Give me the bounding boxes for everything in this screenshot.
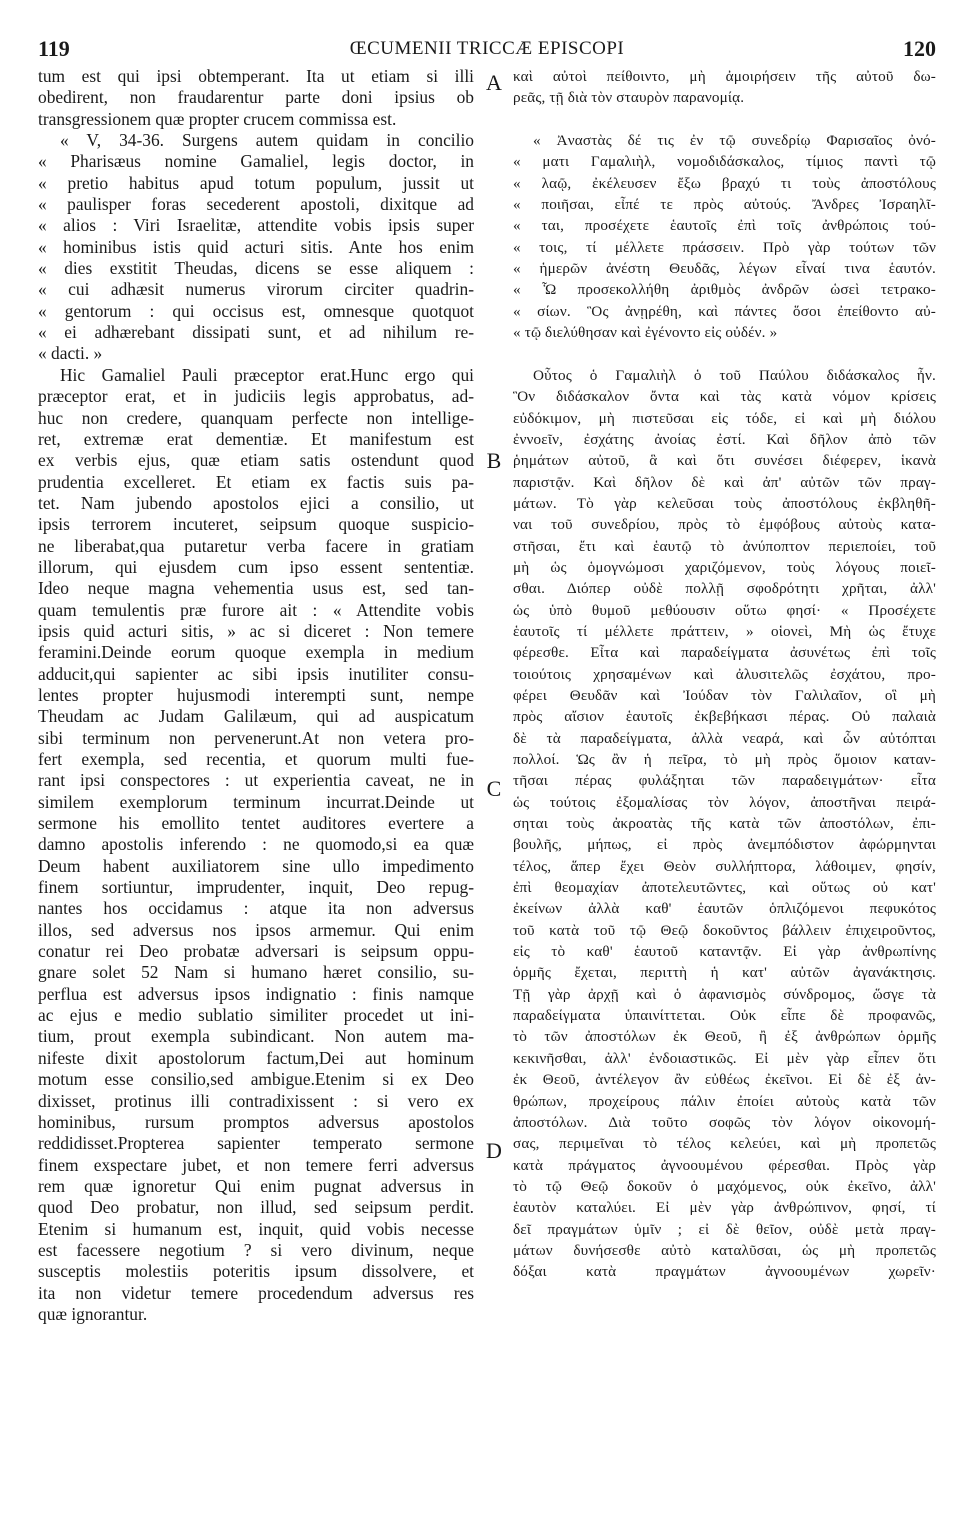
margin-letter-d: D xyxy=(486,1138,502,1163)
greek-text-line: εἰς τὸ καθ' ἑαυτοῦ καταντᾷν. Εἰ γὰρ ἀνθρωπίνης xyxy=(513,943,936,961)
greek-text-line: « τοις, τί μέλλετε πράσσειν. Πρὸ γὰρ τούτων τῶν xyxy=(513,238,936,256)
margin-letter-a: A xyxy=(486,70,502,95)
greek-text-line: στῆσαι, ἔτι καὶ ἑαυτῷ τὸ ἀνύποπτον περιεποίει, τοῦ xyxy=(513,537,936,555)
latin-text-line: ita non videtur temere procedendum adversus res xyxy=(38,1282,474,1303)
greek-text-line: « Ὧ προσεκολλήθη ἀριθμὸς ἀνδρῶν ὡσεὶ τετρακο- xyxy=(513,281,936,299)
latin-text-line: « V, 34-36. Surgens autem quidam in concilio xyxy=(60,130,474,151)
latin-text-line: ipsis terrorem incuteret, seipsum quoque suspicio- xyxy=(38,514,474,535)
latin-text-line: « Pharisæus nomine Gamaliel, legis doctor, in xyxy=(38,151,474,172)
greek-text-line: τῆσαι πέρας φυλάξηται τῶν παραδειγμάτων· εἶτα xyxy=(513,772,936,790)
latin-text-line: quod Deo probatur, non illud, sed seipsum perdit. xyxy=(38,1197,474,1218)
greek-text-line: μάτων δυνήσεσθε αὐτὸ καταλῦσαι, ὡς μὴ προπετῶς xyxy=(513,1241,936,1259)
greek-text-line: τοῦ κατὰ τοῦ τῷ Θεῷ δοκοῦντος βάλλειν ἐπιχειροῦντος, xyxy=(513,921,936,939)
latin-column xyxy=(38,66,474,1325)
latin-text-line: gnare solet 52 Nam si humano hæret consilio, su- xyxy=(38,962,474,983)
greek-text-line: παριστᾷν. Καὶ δῆλον δὲ καὶ ἀπ' αὐτῶν τῶν πραγ- xyxy=(513,473,936,491)
latin-text-line: illorum, qui ejusdem cum ipso essent sententiæ. xyxy=(38,556,474,577)
greek-text-line: τοιούτοις χρησαμένων καὶ ἀλυσιτελῶς ἐσχάτου, προ- xyxy=(513,665,936,683)
latin-text-line: Deum habent auxiliatorem sine ullo impedimento xyxy=(38,855,474,876)
latin-text-line: « dies exstitit Theudas, dicens se esse aliquem : xyxy=(38,258,474,279)
greek-text-line: καὶ αὐτοὶ πείθοιντο, μὴ ἀμοιρήσειν τῆς αὐτοῦ δω- xyxy=(513,68,936,85)
latin-text-line: feramini.Deinde eorum quoque exempla in medium xyxy=(38,642,474,663)
latin-text-line: est facessere negotium ? si vero divinum, neque xyxy=(38,1239,474,1260)
greek-text-line: « ται, προσέχετε ἑαυτοῖς ἐπὶ τοῖς ἀνθρώποις τού- xyxy=(513,217,936,235)
latin-text-line: « pretio habitus apud totum populum, jussit ut xyxy=(38,172,474,193)
latin-text-line: similem exemplorum terminum incurrat.Deinde ut xyxy=(38,791,474,812)
latin-text-line: hominibus, rursum promptos adversus apostolos xyxy=(38,1111,474,1132)
greek-text-line: θρώπων, προχείρους πάλιν ἐποίει αὐτοὺς κατὰ τῶν xyxy=(513,1092,936,1110)
greek-text-line: δεῖ πραγμάτων ὑμῖν ; εἰ δὲ θεῖον, οὐδὲ μετὰ πραγ- xyxy=(513,1220,936,1238)
page-header xyxy=(38,36,936,62)
latin-text-line: tium, prout exempla subindicant. Non autem ma- xyxy=(38,1026,474,1047)
latin-text-line: ex verbis ejus, quæ etiam satis ostendunt quod xyxy=(38,450,474,471)
latin-text-line: Hic Gamaliel Pauli præceptor erat.Hunc ergo qui xyxy=(60,364,474,385)
latin-text-line: sibi terminum non pervenerunt.At non vetera pro- xyxy=(38,727,474,748)
latin-text-line: tum est qui ipsi obtemperant. Ita ut etiam si illi xyxy=(38,66,474,86)
latin-text-line: motum esse consilio,sed ambigue.Etenim si ex Deo xyxy=(38,1069,474,1090)
paragraph-gap xyxy=(513,109,936,130)
greek-text-line: τέλος, ἅπερ ἔχει Θεὸν συλλήπτορα, λάθοιμεν, φησίν, xyxy=(513,857,936,875)
greek-text-line: ῥημάτων αὐτοῦ, ἃ καὶ ὅτι συνέσει διέφερεν, ἱκανὰ xyxy=(513,452,936,470)
latin-text-line: rant ipsi conspectores : ut experientia caveat, ne in xyxy=(38,770,474,791)
greek-column xyxy=(513,66,936,1283)
greek-text-line: παραδείγματα ὑπαινίττεται. Οὐκ εἶπε δὲ προφανῶς, xyxy=(513,1007,936,1025)
greek-text-line: ἐπὶ θεομαχίαν ἀποτελευτῶντες, καὶ οὕτως οὐ κατ' xyxy=(513,879,936,897)
greek-text-line: Τῇ γὰρ ἀρχῇ καὶ ὁ ἀφανισμὸς σύνδρομος, ὥσγε τὰ xyxy=(513,985,936,1003)
greek-text-line: ὁρμῆς ἔχεται, περιττὴ ἡ κατ' αὐτῶν ἀγανάκτησις. xyxy=(513,964,936,982)
greek-text-line: σας, περιμεῖναι τὸ τέλος κελεύει, καὶ μὴ προπετῶς xyxy=(513,1135,936,1153)
latin-text-line: perflua est adversus ipsos indignatio : finis namque xyxy=(38,983,474,1004)
latin-text-line: « alios : Viri Israelitæ, attendite vobis ipsis super xyxy=(38,215,474,236)
greek-text-line: « ποιῆσαι, εἶπέ τε πρὸς αὐτούς. Ἄνδρες Ἰσραηλῖ- xyxy=(513,196,936,214)
latin-text-line: ret, extremæ erat dementiæ. Et manifestum est xyxy=(38,428,474,449)
latin-text-line: finem sortiuntur, imprudenter, inquit, Deo repug- xyxy=(38,877,474,898)
greek-text-line: Ὃν διδάσκαλον ὄντα καὶ τὰς κατὰ νόμον κρίσεις xyxy=(513,388,936,406)
latin-text-line: ac ejus e medio sublatio similiter procedet ut ini- xyxy=(38,1005,474,1026)
latin-text-line: « dacti. » xyxy=(38,343,103,364)
latin-text-line: nifeste dixit apostolorum factum,Dei aut hominum xyxy=(38,1047,474,1068)
greek-text-line: τὸ τῷ Θεῷ δοκοῦν ὁ μαχόμενος, οὐκ ἐκεῖνο, ἀλλ' xyxy=(513,1177,936,1195)
latin-text-line: damno apostolis inferendo : ne quomodo,si ea quæ xyxy=(38,834,474,855)
paragraph-gap xyxy=(513,343,936,364)
greek-text-line: κεκινῆσθαι, ἀλλ' ἐνδοιαστικῶς. Εἰ μὲν γὰρ εἶπεν ὅτι xyxy=(513,1049,936,1067)
greek-text-line: σθαι. Διόπερ οὐδὲ πολλῇ σφοδρότητι χρῆται, ἀλλ' xyxy=(513,580,936,598)
greek-text-line: τὸ τῶν ἀποστόλων ἐκ Θεοῦ, ἢ ἐξ ἀνθρώπων ὁρμῆς xyxy=(513,1028,936,1046)
latin-text-line: ne liberabat,qua putaretur verba facere in gratiam xyxy=(38,535,474,556)
latin-text-line: Theudam ac Judam Galilæum, qui ad auspicatum xyxy=(38,706,474,727)
greek-text-line: ἀποστόλων. Διὰ τοῦτο σοφῶς τὸν λόγον οἰκονομή- xyxy=(513,1113,936,1131)
greek-text-line: πολλοί. Ὡς ἂν ἡ πεῖρα, τὸ μὴ πρὸς ὅμοιον καταν- xyxy=(513,751,936,768)
latin-text-line: Etenim si humanum est, inquit, quid vobis necesse xyxy=(38,1218,474,1239)
greek-text-line: εὐδόκιμον, μὴ πιστεῦσαι εἰς τόδε, εἰ καὶ μὴ διόλου xyxy=(513,409,936,427)
latin-text-line: illos, sed adversus nos ipsos armemur. Qui enim xyxy=(38,919,474,940)
greek-text-line: ὡς ὑπὸ θυμοῦ μεθύουσιν οὕτω φησί· « Προσέχετε xyxy=(513,601,936,619)
latin-text-line: ipsis quid acturi sitis, » ac si diceret : Non temere xyxy=(38,620,474,641)
latin-text-line: « gentorum : qui occisus est, omnesque quotquot xyxy=(38,300,474,321)
latin-text-line: lentes propter hujusmodi interempti sunt, nempe xyxy=(38,684,474,705)
latin-text-line: transgressionem quæ propter crucem commissa est. xyxy=(38,108,397,129)
greek-text-line: ἐκ Θεοῦ, ἀντέλεγον ἂν εὐθέως ἐκεῖνοι. Εἰ δὲ ἐξ ἀν- xyxy=(513,1071,936,1089)
greek-text-line: δὲ τὰ παραδείγματα, ἀλλὰ νεαρά, καὶ ὧν αὐτόπται xyxy=(513,729,936,747)
page-number-left: 119 xyxy=(38,36,70,61)
greek-text-line: ρεᾶς, τῇ διὰ τὸν σταυρὸν παρανομίᾳ. xyxy=(513,89,745,107)
latin-text-line: finem exspectare jubet, et non temere ferri adversus xyxy=(38,1154,474,1175)
latin-text-line: nantes hos occidamus : atque ita non adversus xyxy=(38,898,474,919)
latin-text-line: sermone his emollito tentet auditores evertere a xyxy=(38,813,474,834)
latin-text-line: tet. Nam jubendo apostolos ejici a consilio, ut xyxy=(38,492,474,513)
greek-text-line: « ματι Γαμαλιὴλ, νομοδιδάσκαλος, τίμιος παντὶ τῷ xyxy=(513,153,936,171)
greek-text-line: ἑαυτοῖς τί μέλλετε πράττειν, » οἱονεὶ, Μὴ ὡς ἔτυχε xyxy=(513,622,936,640)
running-title: ŒCUMENII TRICCÆ EPISCOPI xyxy=(349,38,625,59)
greek-text-line: Οὗτος ὁ Γαμαλιὴλ ὁ τοῦ Παύλου διδάσκαλος ἦν. xyxy=(533,366,936,384)
latin-text-line: reddidisset.Propterea sapienter temperato sermone xyxy=(38,1133,474,1154)
latin-text-line: præceptor erat, et in judiciis legis approbatus, ad- xyxy=(38,386,474,407)
greek-text-line: μὴ ὡς ὁμογνώμοσι χαριζόμενον, τοὺς λόγους ποιεῖ- xyxy=(513,558,936,576)
greek-text-line: πρὸς αἴσιον ἑαυτοῖς ἐκβεβήκασι πέρας. Οὐ παλαιὰ xyxy=(513,708,936,726)
greek-text-line: ὡς τούτοις ἐξομαλίσας τὸν λόγον, ἀποστῆναι πειρά- xyxy=(513,793,936,811)
margin-letter-b: B xyxy=(486,448,502,473)
latin-text-line: « paulisper foras secederent apostoli, dixitque ad xyxy=(38,194,474,215)
latin-text-line: « cui adhæsit numerus virorum circiter quadrin- xyxy=(38,279,474,300)
latin-text-line: Ideo neque magna vehementia usus est, sed tan- xyxy=(38,578,474,599)
latin-text-line: quæ ignorantur. xyxy=(38,1303,148,1324)
page-number-right: 120 xyxy=(903,36,936,61)
margin-letter-c: C xyxy=(486,776,502,801)
latin-text-line: conatur rei Deo probatæ adversari is seipsum oppu- xyxy=(38,941,474,962)
greek-text-line: μάτων. Τὸ γὰρ κελεῦσαι τοὺς ἀποστόλους ἐκβληθῆ- xyxy=(513,494,936,512)
greek-text-line: « τῷ διελύθησαν καὶ ἐγένοντο εἰς οὐδέν. » xyxy=(513,324,778,342)
greek-text-line: κατὰ πράγματος ἀγνοουμένου φέρεσθαι. Πρὸς γὰρ xyxy=(513,1156,936,1174)
greek-text-line: « Ἀναστὰς δέ τις ἐν τῷ συνεδρίῳ Φαρισαῖος ὀνό- xyxy=(533,132,936,150)
greek-text-line: βουλῆς, μήπως, εἰ πρὸς ἀνεμπόδιστον ἀφώρμηνται xyxy=(513,836,936,854)
margin-section-letters xyxy=(476,66,512,1266)
latin-text-line: prudentia excelleret. Et etiam ex factis suis pa- xyxy=(38,471,474,492)
greek-text-line: φέρεσθε. Εἶτα καὶ παραδείγματα ἀσυνέτως ἐπὶ τοῖς xyxy=(513,644,936,662)
latin-text-line: quam temulentis præ furore ait : « Attendite vobis xyxy=(38,599,474,620)
greek-text-line: ἑαυτὸν καταλύει. Εἰ μὲν γὰρ ἀνθρώπινον, φησί, τί xyxy=(513,1199,936,1217)
greek-text-line: « σίων. Ὃς ἀνῃρέθη, καὶ πάντες ὅσοι ἐπείθοντο αὐ- xyxy=(513,302,936,320)
greek-text-line: ναι τοῦ συνεδρίου, πρὸς τὸ ἐμφόβους αὐτοὺς κατα- xyxy=(513,516,936,534)
greek-text-line: « λαῷ, ἐκέλευσεν ἔξω βραχύ τι τοὺς ἀποστόλους xyxy=(513,174,936,192)
latin-text-line: « hominibus istis quid acturi sitis. Ante hos enim xyxy=(38,236,474,257)
latin-text-line: obedirent, non fraudarentur parte doni ipsius ob xyxy=(38,87,474,108)
greek-text-line: « ἡμερῶν ἀνέστη Θευδᾶς, λέγων εἶναί τινα ἑαυτόν. xyxy=(513,260,936,278)
latin-text-line: « ei adhærebant dissipati sunt, et ad nihilum re- xyxy=(38,322,474,343)
greek-text-line: ἐκείνων ἀλλὰ καθ' ἑαυτῶν ὁπλιζόμενοι πεφυκότος xyxy=(513,900,936,918)
latin-text-line: fert exempla, sed recentia, et quorum multi fue- xyxy=(38,749,474,769)
latin-text-line: adducit,qui sapienter ac sibi ipsis inutiliter consu- xyxy=(38,663,474,684)
greek-text-line: φέρει Θευδᾶν καὶ Ἰούδαν τὸν Γαλιλαῖον, οἳ μὴ xyxy=(513,686,936,704)
latin-text-line: susceptis molestiis poteritis ipsum dissolvere, et xyxy=(38,1261,474,1282)
greek-text-line: δόξαι κατὰ πραγμάτων ἀγνοουμένων χωρεῖν· xyxy=(513,1263,936,1281)
latin-text-line: dixisset, protinus illi contradixissent : si vero ex xyxy=(38,1090,474,1111)
latin-text-line: huc non credere, quanquam perfecte non intellige- xyxy=(38,407,474,428)
greek-text-line: σηται τοὺς ἀκροατὰς τῆς κατὰ τῶν ἀποστόλων, ἐπι- xyxy=(513,815,936,833)
latin-text-line: rem quæ ignoretur Qui enim pugnat adversus in xyxy=(38,1175,474,1196)
greek-text-line: ἐννοεῖν, ἐσχάτης ἀνοίας ἐστί. Καὶ δῆλον ἀπὸ τῶν xyxy=(513,430,936,448)
